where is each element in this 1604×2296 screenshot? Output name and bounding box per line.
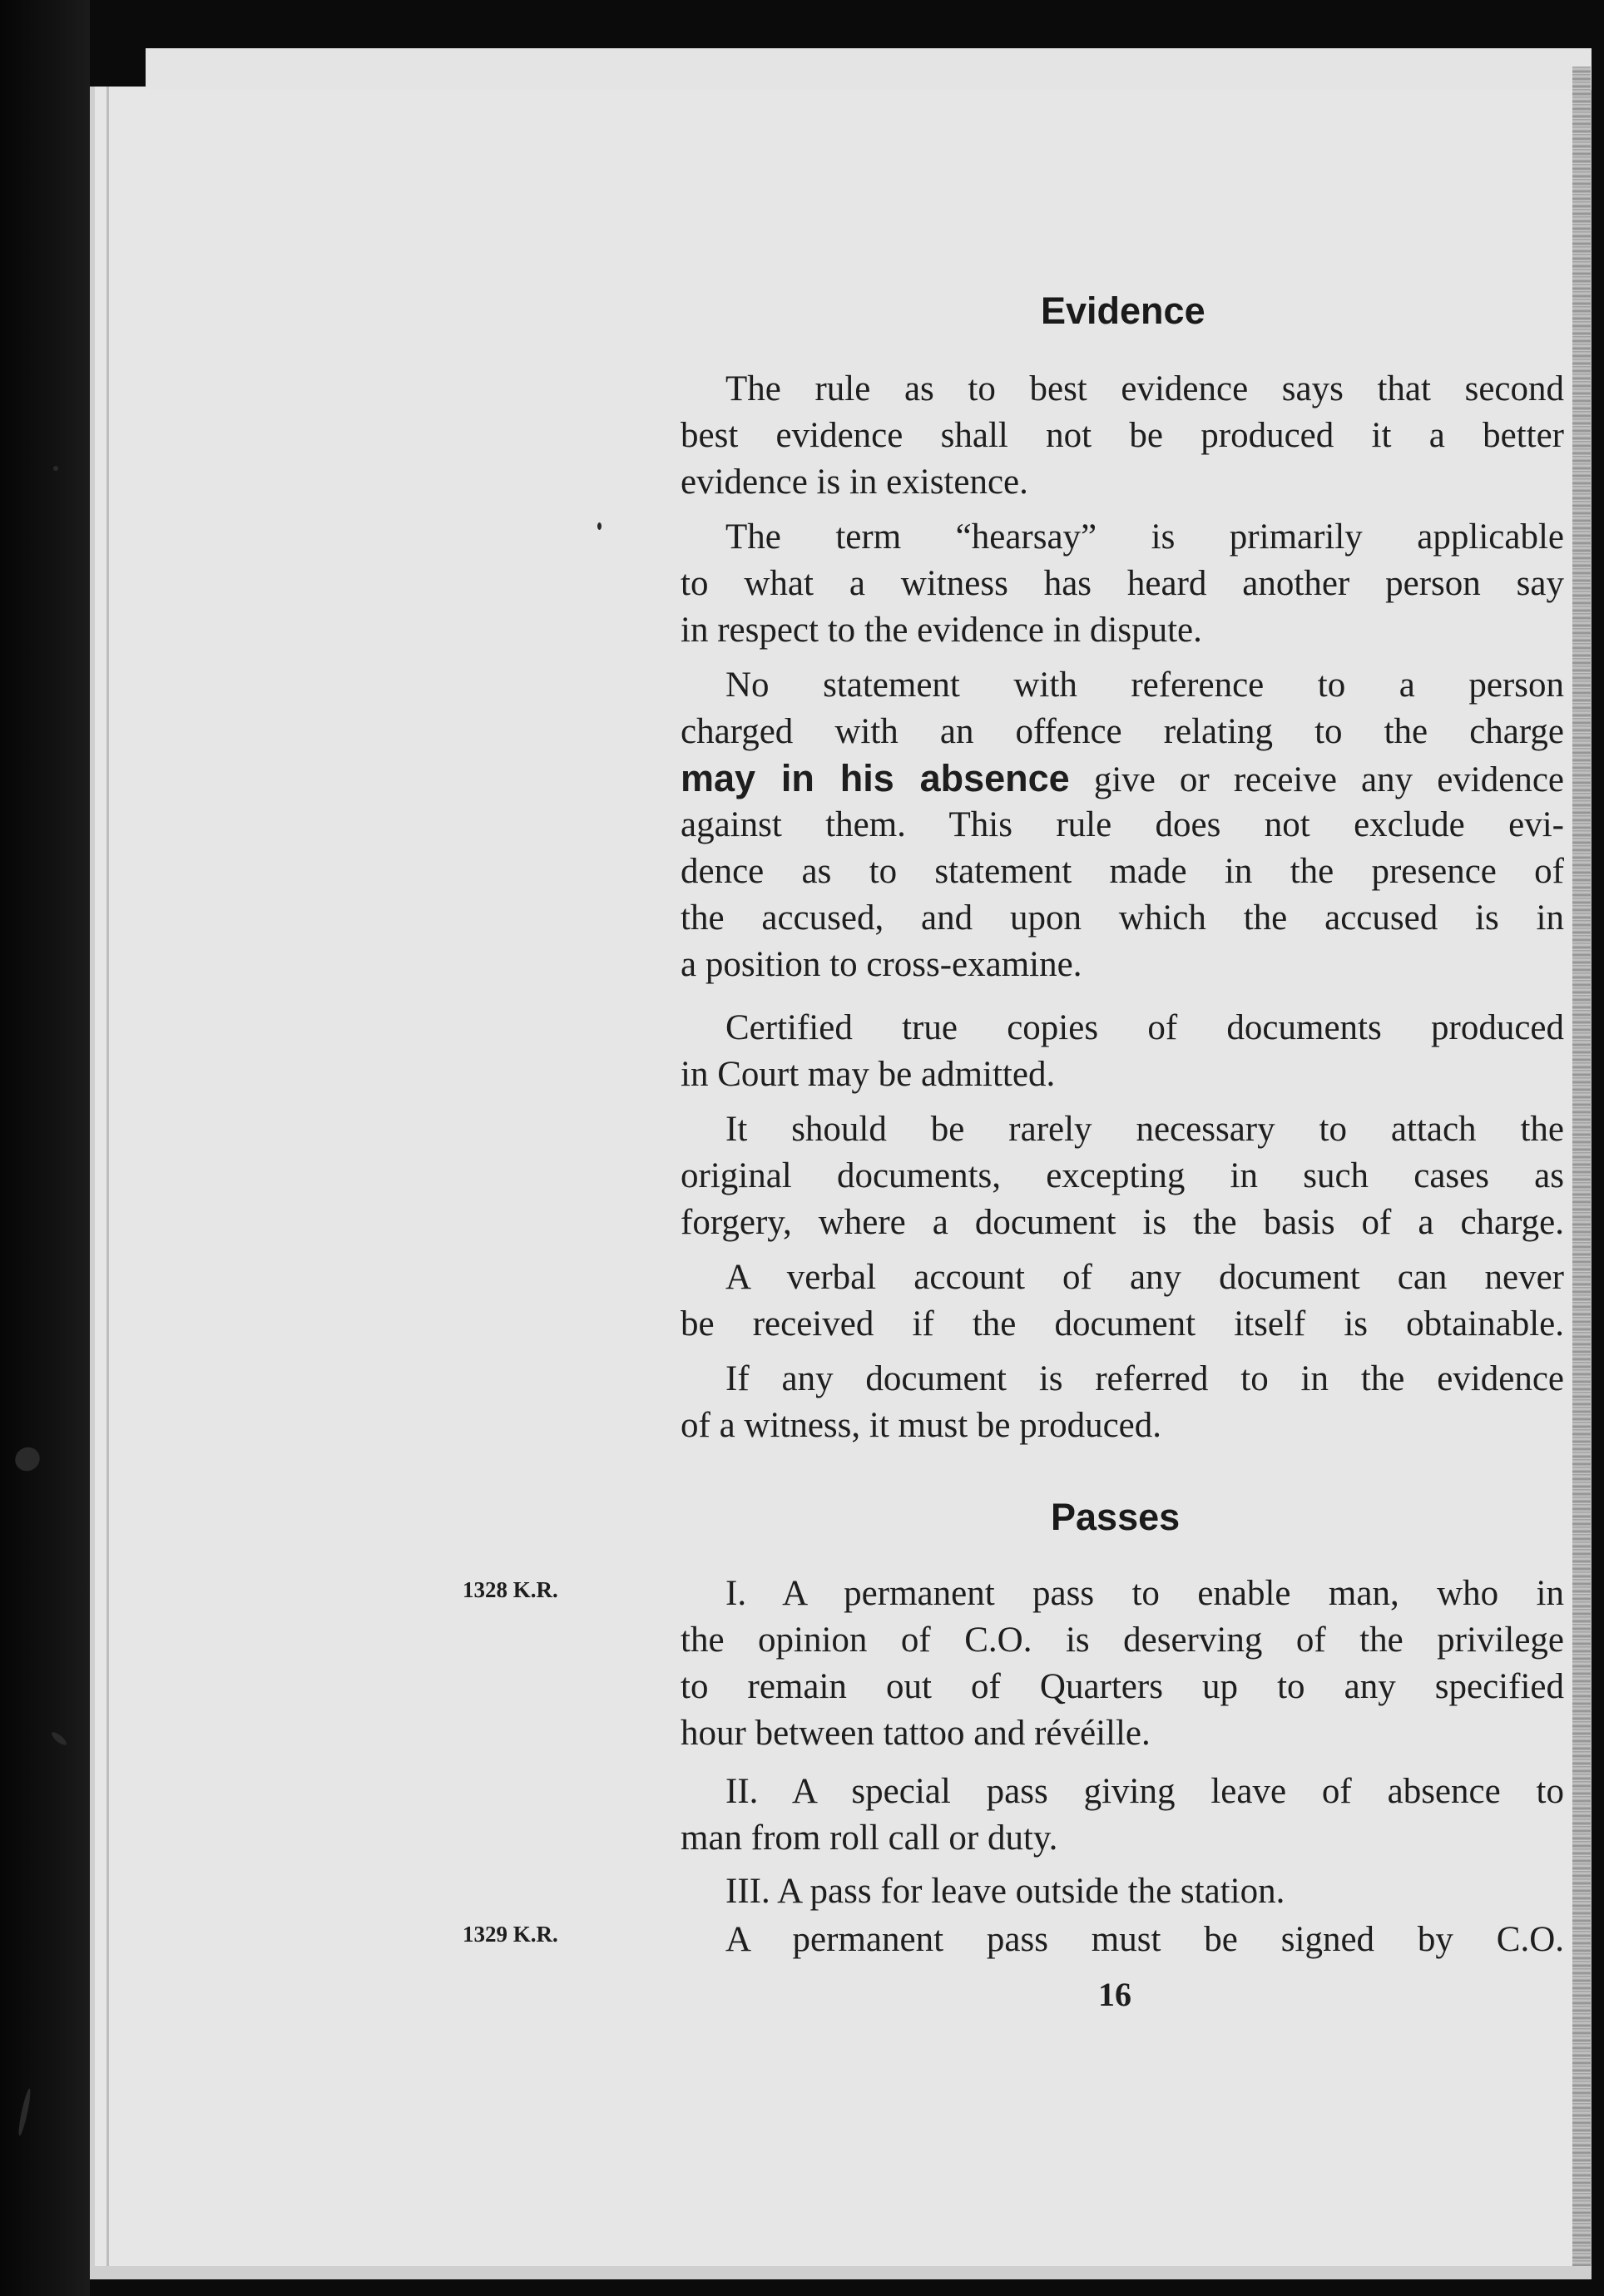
text-line: a position to cross-examine. (681, 945, 1082, 984)
text-line: No statement with reference to a person (725, 666, 1564, 705)
text-line: A permanent pass must be signed by C.O. (725, 1920, 1564, 1959)
section-heading-passes: Passes (1051, 1496, 1181, 1538)
text-line: A verbal account of any document can never (725, 1258, 1564, 1297)
text-line: It should be rarely necessary to attach the (725, 1110, 1564, 1149)
text-line: in Court may be admitted. (681, 1055, 1056, 1094)
text-line: man from roll call or duty. (681, 1818, 1058, 1858)
margin-note: 1329 K.R. (463, 1922, 558, 1947)
text-line: original documents, excepting in such cases as (681, 1156, 1564, 1195)
text-line: The term “hearsay” is primarily applicable (725, 517, 1564, 557)
text-line: of a witness, it must be produced. (681, 1406, 1162, 1445)
text-line: charged with an offence relating to the charge (681, 712, 1564, 751)
scan-speck (53, 466, 58, 471)
text-fragment: give or receive any evidence (1093, 760, 1564, 799)
text-line: to remain out of Quarters up to any specified (681, 1667, 1564, 1706)
text-line: The rule as to best evidence says that second (725, 369, 1564, 408)
text-line: in respect to the evidence in dispute. (681, 611, 1202, 650)
text-line: be received if the document itself is obtainable. (681, 1304, 1564, 1343)
text-line: dence as to statement made in the presence of (681, 852, 1564, 891)
page-right-edge (1572, 67, 1591, 2279)
page-number: 16 (1098, 1976, 1131, 2013)
page-gutter-line (106, 87, 109, 2274)
section-heading-evidence: Evidence (1041, 289, 1205, 332)
page-top-edge (146, 48, 1592, 90)
bold-phrase: may in his absence (681, 757, 1070, 799)
text-line: best evidence shall not be produced it a better (681, 416, 1564, 455)
text-line (681, 755, 1564, 802)
text-line: III. A pass for leave outside the station. (725, 1872, 1285, 1911)
scan-speck (597, 522, 602, 530)
text-line: evidence is in existence. (681, 463, 1028, 502)
text-line: against them. This rule does not exclude evi- (681, 805, 1564, 844)
text-line: I. A permanent pass to enable man, who in (725, 1574, 1564, 1613)
text-line: the accused, and upon which the accused is in (681, 898, 1564, 938)
text-line: forgery, where a document is the basis of a charge. (681, 1203, 1564, 1242)
text-line: hour between tattoo and révéille. (681, 1714, 1151, 1753)
text-line: the opinion of C.O. is deserving of the privilege (681, 1621, 1564, 1660)
scan-background (0, 0, 90, 2296)
margin-note: 1328 K.R. (463, 1577, 558, 1602)
text-line: If any document is referred to in the evidence (725, 1359, 1564, 1398)
text-line: Certified true copies of documents produced (725, 1008, 1564, 1047)
text-line: to what a witness has heard another person say (681, 564, 1564, 603)
page-bottom-edge (90, 2266, 1592, 2279)
text-line: II. A special pass giving leave of absence to (725, 1772, 1564, 1811)
